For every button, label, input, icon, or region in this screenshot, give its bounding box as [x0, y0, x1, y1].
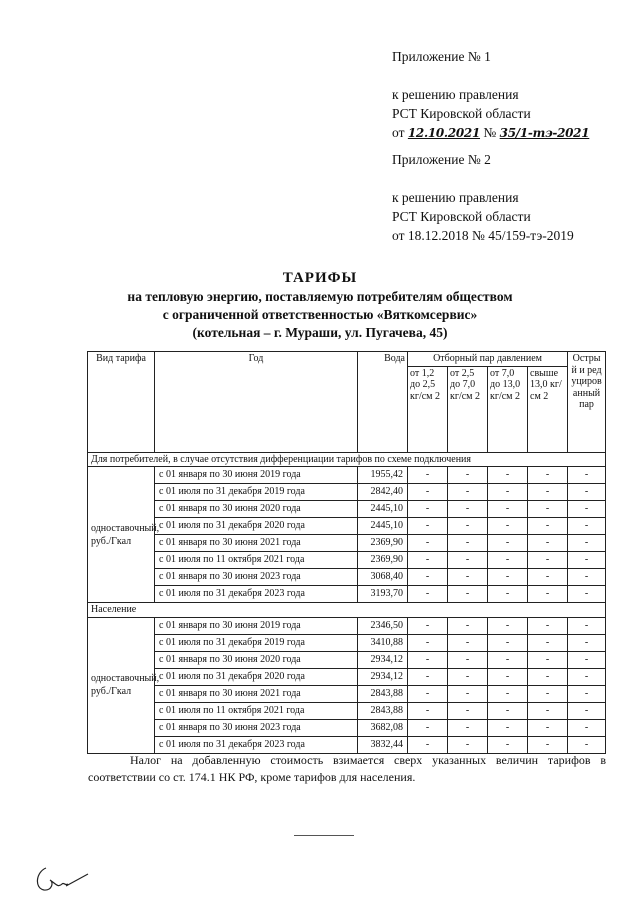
header-sharp-steam: Острый и редуцированный пар: [568, 352, 606, 453]
empty-dash-cell: -: [528, 719, 568, 736]
empty-dash-cell: -: [568, 702, 606, 719]
empty-dash-cell: -: [408, 702, 448, 719]
empty-dash-cell: -: [448, 617, 488, 634]
water-value-cell: 2934,12: [358, 668, 408, 685]
heading-line2: с ограниченной ответственностью «Вяткомсервис»: [162, 307, 478, 322]
water-value-cell: 2934,12: [358, 651, 408, 668]
empty-dash-cell: -: [408, 552, 448, 569]
empty-dash-cell: -: [528, 484, 568, 501]
water-value-cell: 3410,88: [358, 634, 408, 651]
water-value-cell: 1955,42: [358, 467, 408, 484]
appendix-2-line3: от 18.12.2018 № 45/159-тэ-2019: [392, 228, 574, 243]
empty-dash-cell: -: [568, 518, 606, 535]
header-water: Вода: [358, 352, 408, 453]
empty-dash-cell: -: [528, 651, 568, 668]
water-value-cell: 3068,40: [358, 569, 408, 586]
table-row: [88, 634, 606, 651]
empty-dash-cell: -: [448, 467, 488, 484]
empty-dash-cell: -: [488, 668, 528, 685]
period-cell: с 01 июля по 31 декабря 2023 года: [155, 586, 358, 603]
water-value-cell: 2842,40: [358, 484, 408, 501]
empty-dash-cell: -: [488, 736, 528, 753]
table-row: [88, 518, 606, 535]
empty-dash-cell: -: [408, 569, 448, 586]
table-row: [88, 484, 606, 501]
section-consumers: Для потребителей, в случае отсутствия дифференциации тарифов по схеме подключения: [88, 452, 606, 467]
water-value-cell: 2346,50: [358, 617, 408, 634]
heading-line1: на тепловую энергию, поставляемую потребителям обществом: [127, 289, 513, 304]
empty-dash-cell: -: [528, 552, 568, 569]
empty-dash-cell: -: [528, 617, 568, 634]
empty-dash-cell: -: [448, 634, 488, 651]
empty-dash-cell: -: [488, 552, 528, 569]
table-row: [88, 719, 606, 736]
table-row: [88, 535, 606, 552]
appendix-2-block: [392, 150, 574, 245]
empty-dash-cell: -: [448, 501, 488, 518]
signature-mark: [32, 858, 94, 896]
tariff-kind: одноставочный, руб./Гкал: [88, 617, 155, 753]
empty-dash-cell: -: [488, 634, 528, 651]
empty-dash-cell: -: [568, 484, 606, 501]
empty-dash-cell: -: [408, 586, 448, 603]
empty-dash-cell: -: [448, 569, 488, 586]
water-value-cell: 2843,88: [358, 685, 408, 702]
empty-dash-cell: -: [408, 518, 448, 535]
table-row: [88, 552, 606, 569]
appendix-2-line2: РСТ Кировской области: [392, 209, 531, 224]
empty-dash-cell: -: [408, 651, 448, 668]
period-cell: с 01 июля по 31 декабря 2019 года: [155, 484, 358, 501]
empty-dash-cell: -: [528, 736, 568, 753]
period-cell: с 01 июля по 31 декабря 2020 года: [155, 518, 358, 535]
empty-dash-cell: -: [448, 736, 488, 753]
water-value-cell: 2843,88: [358, 702, 408, 719]
heading-title: ТАРИФЫ: [282, 270, 358, 286]
empty-dash-cell: -: [528, 702, 568, 719]
appendix-2-line1: к решению правления: [392, 190, 519, 205]
empty-dash-cell: -: [488, 535, 528, 552]
period-cell: с 01 июля по 11 октября 2021 года: [155, 552, 358, 569]
period-cell: с 01 января по 30 июня 2021 года: [155, 685, 358, 702]
water-value-cell: 3193,70: [358, 586, 408, 603]
header-pressure-1: от 1,2 до 2,5 кг/см 2: [408, 366, 448, 452]
empty-dash-cell: -: [448, 552, 488, 569]
empty-dash-cell: -: [448, 586, 488, 603]
table-row: [88, 668, 606, 685]
table-row: [88, 586, 606, 603]
number-prefix: №: [483, 125, 497, 140]
appendix-1-line2: РСТ Кировской области: [392, 106, 531, 121]
period-cell: с 01 июля по 31 декабря 2020 года: [155, 668, 358, 685]
empty-dash-cell: -: [488, 501, 528, 518]
header-pressure-2: от 2,5 до 7,0 кг/см 2: [448, 366, 488, 452]
handwritten-number: 35/1-тэ-2021: [499, 126, 590, 140]
water-value-cell: 2369,90: [358, 552, 408, 569]
water-value-cell: 2445,10: [358, 518, 408, 535]
empty-dash-cell: -: [408, 467, 448, 484]
empty-dash-cell: -: [528, 501, 568, 518]
period-cell: с 01 января по 30 июня 2023 года: [155, 569, 358, 586]
header-year: Год: [155, 352, 358, 453]
empty-dash-cell: -: [488, 569, 528, 586]
empty-dash-cell: -: [448, 484, 488, 501]
heading-line3: (котельная – г. Мураши, ул. Пугачева, 45): [192, 325, 448, 340]
period-cell: с 01 июля по 11 октября 2021 года: [155, 702, 358, 719]
water-value-cell: 3682,08: [358, 719, 408, 736]
empty-dash-cell: -: [408, 484, 448, 501]
period-cell: с 01 января по 30 июня 2020 года: [155, 501, 358, 518]
appendix-1-line1: к решению правления: [392, 87, 519, 102]
period-cell: с 01 января по 30 июня 2020 года: [155, 651, 358, 668]
table-row: [88, 617, 606, 634]
empty-dash-cell: -: [448, 685, 488, 702]
empty-dash-cell: -: [568, 719, 606, 736]
empty-dash-cell: -: [528, 518, 568, 535]
table-row: [88, 736, 606, 753]
empty-dash-cell: -: [488, 467, 528, 484]
table-row: [88, 651, 606, 668]
section-population-rows: [88, 617, 606, 753]
empty-dash-cell: -: [568, 668, 606, 685]
vat-footnote: Налог на добавленную стоимость взимается сверх указанных величин тарифов в соответствии со ст. 174.1 НК РФ, кроме тарифов для населения.: [88, 753, 606, 784]
empty-dash-cell: -: [448, 668, 488, 685]
tariffs-table: [87, 351, 606, 754]
empty-dash-cell: -: [408, 617, 448, 634]
empty-dash-cell: -: [528, 685, 568, 702]
header-pressure-3: от 7,0 до 13,0 кг/см 2: [488, 366, 528, 452]
empty-dash-cell: -: [408, 535, 448, 552]
empty-dash-cell: -: [448, 719, 488, 736]
period-cell: с 01 июля по 31 декабря 2019 года: [155, 634, 358, 651]
period-cell: с 01 января по 30 июня 2023 года: [155, 719, 358, 736]
period-cell: с 01 января по 30 июня 2019 года: [155, 467, 358, 484]
empty-dash-cell: -: [568, 501, 606, 518]
tariff-kind: одноставочный, руб./Гкал: [88, 467, 155, 603]
handwritten-date: 12.10.2021: [407, 126, 481, 140]
period-cell: с 01 января по 30 июня 2019 года: [155, 617, 358, 634]
table-row: [88, 467, 606, 484]
divider: [294, 835, 354, 836]
empty-dash-cell: -: [528, 569, 568, 586]
empty-dash-cell: -: [568, 634, 606, 651]
empty-dash-cell: -: [528, 668, 568, 685]
empty-dash-cell: -: [488, 651, 528, 668]
water-value-cell: 3832,44: [358, 736, 408, 753]
section-population: Население: [88, 603, 606, 618]
table-row: [88, 685, 606, 702]
empty-dash-cell: -: [528, 467, 568, 484]
empty-dash-cell: -: [568, 569, 606, 586]
empty-dash-cell: -: [568, 736, 606, 753]
header-pressure-4: свыше 13,0 кг/см 2: [528, 366, 568, 452]
appendix-1-title: Приложение № 1: [392, 49, 491, 64]
table-row: [88, 501, 606, 518]
section-consumers-rows: [88, 467, 606, 603]
table-row: [88, 569, 606, 586]
empty-dash-cell: -: [408, 685, 448, 702]
empty-dash-cell: -: [488, 702, 528, 719]
water-value-cell: 2369,90: [358, 535, 408, 552]
header-kind: Вид тарифа: [88, 352, 155, 453]
empty-dash-cell: -: [488, 685, 528, 702]
appendix-1-date-line: [392, 123, 589, 143]
empty-dash-cell: -: [488, 719, 528, 736]
date-prefix: от: [392, 125, 405, 140]
empty-dash-cell: -: [408, 668, 448, 685]
empty-dash-cell: -: [408, 501, 448, 518]
empty-dash-cell: -: [488, 484, 528, 501]
empty-dash-cell: -: [488, 586, 528, 603]
empty-dash-cell: -: [408, 634, 448, 651]
appendix-1-block: [392, 47, 589, 143]
empty-dash-cell: -: [488, 617, 528, 634]
empty-dash-cell: -: [568, 552, 606, 569]
empty-dash-cell: -: [568, 651, 606, 668]
period-cell: с 01 июля по 31 декабря 2023 года: [155, 736, 358, 753]
empty-dash-cell: -: [568, 617, 606, 634]
table-row: [88, 702, 606, 719]
appendix-2-title: Приложение № 2: [392, 152, 491, 167]
empty-dash-cell: -: [528, 634, 568, 651]
header-steam: Отборный пар давлением: [408, 352, 568, 367]
empty-dash-cell: -: [448, 518, 488, 535]
empty-dash-cell: -: [448, 535, 488, 552]
document-heading: [0, 268, 640, 342]
period-cell: с 01 января по 30 июня 2021 года: [155, 535, 358, 552]
empty-dash-cell: -: [408, 719, 448, 736]
empty-dash-cell: -: [568, 535, 606, 552]
empty-dash-cell: -: [568, 685, 606, 702]
empty-dash-cell: -: [528, 535, 568, 552]
empty-dash-cell: -: [568, 467, 606, 484]
empty-dash-cell: -: [408, 736, 448, 753]
water-value-cell: 2445,10: [358, 501, 408, 518]
empty-dash-cell: -: [528, 586, 568, 603]
empty-dash-cell: -: [448, 702, 488, 719]
empty-dash-cell: -: [448, 651, 488, 668]
empty-dash-cell: -: [488, 518, 528, 535]
empty-dash-cell: -: [568, 586, 606, 603]
